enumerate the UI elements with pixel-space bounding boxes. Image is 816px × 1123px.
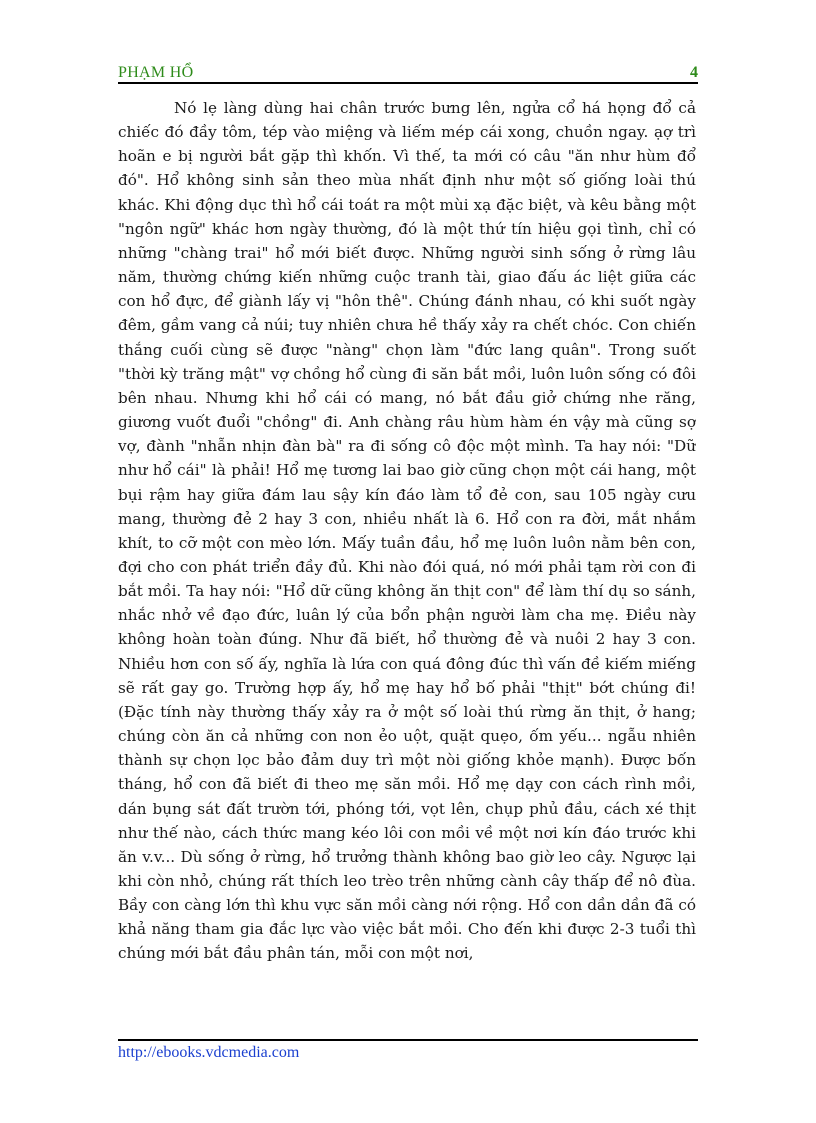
footer-link[interactable]: http://ebooks.vdcmedia.com — [118, 1044, 300, 1061]
body-text — [118, 96, 696, 1006]
paragraph: Nó lẹ làng dùng hai chân trước bưng lên, ngửa cổ há họng đổ cả chiếc đó đầy tôm, tép vào miệng và liếm mép cái xong, chuồn ngay. ạợ trì hoãn e bị người bắt gặp thì khốn. Vì thế, ta mới có câu "ăn như hùm đổ đó". Hổ không sinh sản theo mùa nhất định như một số giống loài thú khác. Khi động dục thì hổ cái toát ra một mùi xạ đặc biệt, và kêu bằng một "ngôn ngữ" khác hơn ngày thường, đó là một thứ tín hiệu gọi tình, chỉ có những "chàng trai" hổ mới biết được. Những người sinh sống ở rừng lâu năm, thường chứng kiến những cuộc tranh tài, giao đấu ác liệt giữa các con hổ đực, để giành lấy vị "hôn thê". Chúng đánh nhau, có khi suốt ngày đêm, gầm vang cả núi; tuy nhiên chưa hề thấy xảy ra chết chóc. Con chiến thắng cuối cùng sẽ được "nàng" chọn làm "đức lang quân". Trong suốt "thời kỳ trăng mật" vợ chồng hổ cùng đi săn bắt mồi, luôn luôn sống có đôi bên nhau. Nhưng khi hổ cái có mang, nó bắt đầu giở chứng nhe răng, giương vuốt đuổi "chồng" đi. Anh chàng râu hùm hàm én vậy mà cũng sợ vợ, đành "nhẫn nhịn đàn bà" ra đi sống cô độc một mình. Ta hay nói: "Dữ như hổ cái" là phải! Hổ mẹ tương lai bao giờ cũng chọn một cái hang, một bụi rậm hay giữa đám lau sậy kín đáo làm tổ đẻ con, sau 105 ngày cưu mang, thường đẻ 2 hay 3 con, nhiều nhất là 6. Hổ con ra đời, mắt nhắm khít, to cỡ một con mèo lớn. Mấy tuần đầu, hổ mẹ luôn luôn nằm bên con, đợi cho con phát triển đầy đủ. Khi nào đói quá, nó mới phải tạm rời con đi bắt mồi. Ta hay nói: "Hổ dữ cũng không ăn thịt con" để làm thí dụ so sánh, nhắc nhở về đạo đức, luân lý của bổn phận người làm cha mẹ. Điều này không hoàn toàn đúng. Như đã biết, hổ thường đẻ và nuôi 2 hay 3 con. Nhiều hơn con số ấy, nghĩa là lứa con quá đông đúc thì vấn đề kiếm miếng sẽ rất gay go. Trường hợp ấy, hổ mẹ hay hổ bố phải "thịt" bớt chúng đi! (Đặc tính này thường thấy xảy ra ở một số loài thú rừng ăn thịt, ở hang; chúng còn ăn cả những con non ẻo uột, quặt quẹo, ốm yếu... ngẫu nhiên thành sự chọn lọc bảo đảm duy trì một nòi giống khỏe mạnh). Được bốn tháng, hổ con đã biết đi theo mẹ săn mồi. Hổ mẹ dạy con cách rình mồi, dán bụng sát đất trườn tới, phóng tới, vọt lên, chụp phủ đầu, cách xé thịt như thế nào, cách thức mang kéo lôi con mồi về một nơi kín đáo trước khi ăn v.v... Dù sống ở rừng, hổ trưởng thành không bao giờ leo cây. Ngược lại khi còn nhỏ, chúng rất thích leo trèo trên những cành cây thấp để nô đùa. Bầy con càng lớn thì khu vực săn mồi càng nới rộng. Hổ con dần dần đã có khả năng tham gia đắc lực vào việc bắt mồi. Cho đến khi được 2-3 tuổi thì chúng mới bắt đầu phân tán, mỗi con một nơi, — [118, 99, 696, 963]
footer-rule — [118, 1039, 698, 1041]
header-rule — [118, 82, 698, 84]
page-header — [118, 58, 698, 82]
header-title: PHẠM HỔ — [118, 64, 194, 81]
page-number: 4 — [690, 64, 698, 81]
